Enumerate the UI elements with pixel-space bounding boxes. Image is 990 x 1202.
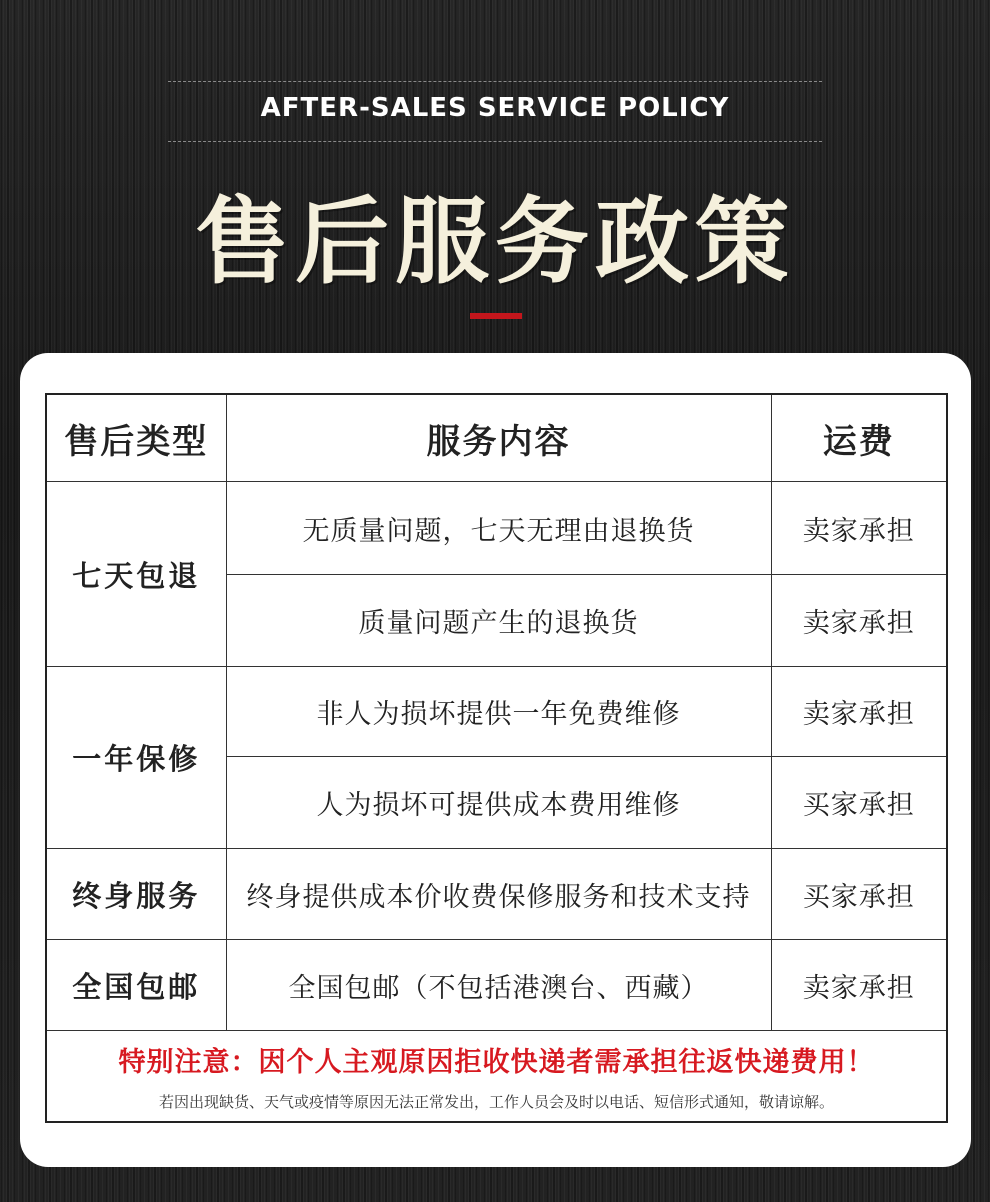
service-content-cell: 非人为损坏提供一年免费维修	[226, 667, 771, 757]
service-type-cell: 终身服务	[46, 849, 226, 940]
red-accent-bar	[470, 313, 522, 319]
top-dashed-divider	[168, 81, 822, 82]
service-content-cell: 人为损坏可提供成本费用维修	[226, 757, 771, 849]
table-row	[46, 940, 947, 1031]
notice-row	[46, 1031, 947, 1123]
table-row	[46, 667, 947, 757]
service-content-cell: 终身提供成本价收费保修服务和技术支持	[226, 849, 771, 940]
table-row	[46, 849, 947, 940]
notice-warning-text: 特别注意：因个人主观原因拒收快递者需承担往返快递费用！	[118, 1047, 875, 1078]
column-header-content: 服务内容	[226, 394, 771, 482]
page-title: 售后服务政策	[194, 188, 795, 297]
shipping-cell: 卖家承担	[771, 667, 947, 757]
bottom-dashed-divider	[168, 141, 822, 142]
shipping-cell: 卖家承担	[771, 575, 947, 667]
shipping-cell: 买家承担	[771, 849, 947, 940]
table-header-row	[46, 394, 947, 482]
service-content-cell: 无质量问题，七天无理由退换货	[226, 482, 771, 575]
notice-cell	[46, 1031, 947, 1123]
service-type-cell: 一年保修	[46, 667, 226, 849]
service-content-cell: 质量问题产生的退换货	[226, 575, 771, 667]
service-content-cell: 全国包邮（不包括港澳台、西藏）	[226, 940, 771, 1031]
column-header-type: 售后类型	[46, 394, 226, 482]
column-header-shipping: 运费	[771, 394, 947, 482]
shipping-cell: 买家承担	[771, 757, 947, 849]
shipping-cell: 卖家承担	[771, 940, 947, 1031]
service-type-cell: 全国包邮	[46, 940, 226, 1031]
notice-detail-text: 若因出现缺货、天气或疫情等原因无法正常发出，工作人员会及时以电话、短信形式通知，敬请谅解。	[158, 1093, 834, 1111]
table-row	[46, 482, 947, 575]
page-subtitle: AFTER-SALES SERVICE POLICY	[260, 93, 730, 123]
shipping-cell: 卖家承担	[771, 482, 947, 575]
policy-table	[45, 393, 948, 1123]
service-type-cell: 七天包退	[46, 482, 226, 667]
